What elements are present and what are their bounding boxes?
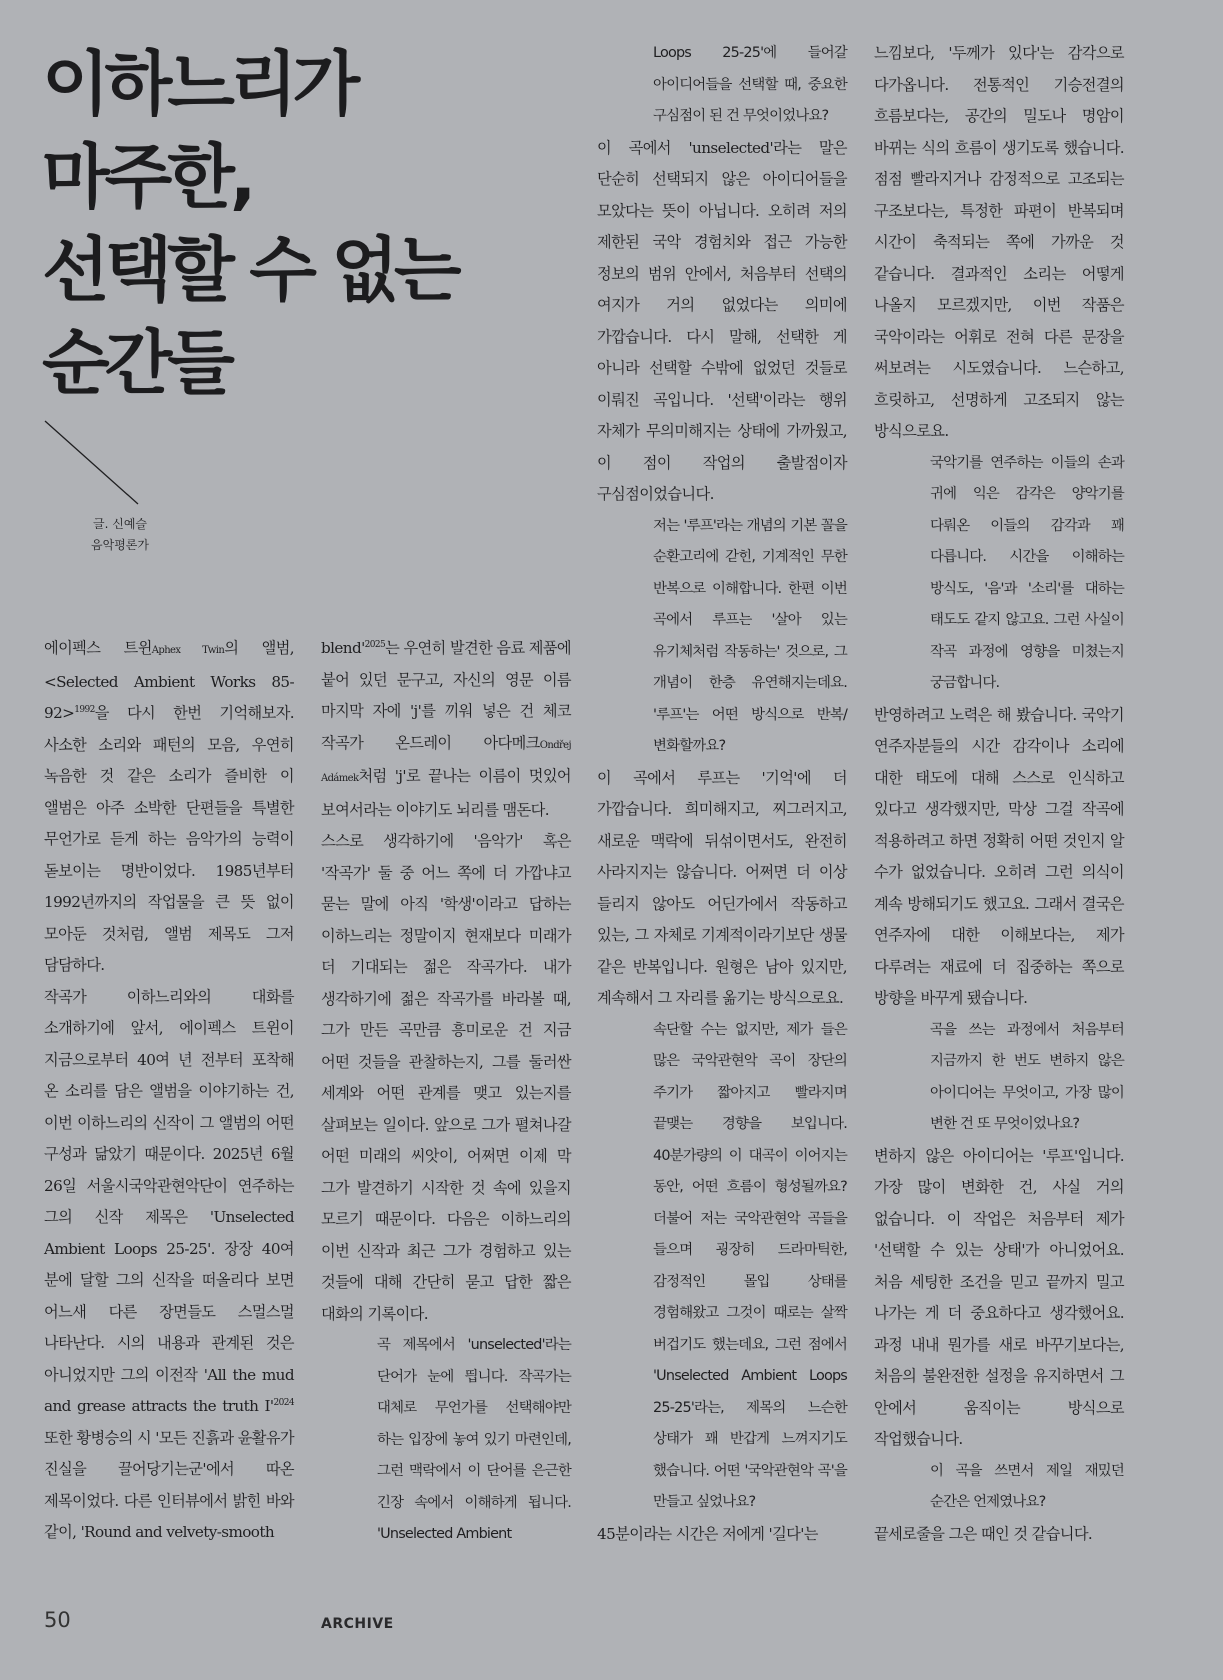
interview-answer: 변하지 않은 아이디어는 '루프'입니다. 가장 많이 변화한 건, 사실 거의 없습니다. 이 작업은 처음부터 제가 '선택할 수 있는 상태'가 아니었어요. 처음 세팅한 조건을 믿고 끝까지 밀고 나가는 게 더 중요하다고 생각했어요. 과정 내내 뭔가를 새로 바꾸기보다는, 처음의 불완전한 설정을 유지하면서 그 안에서 움직이는 방식으로 작업했습니다.: [874, 1146, 1124, 1448]
interview-question: 곡을 쓰는 과정에서 처음부터 지금까지 한 번도 변하지 않은 아이디어는 무엇이고, 가장 많이 변한 건 또 무엇이었나요?: [930, 1021, 1124, 1132]
column-4: [874, 38, 1124, 1550]
column-2: [321, 633, 571, 1551]
section-label: ARCHIVE: [321, 1616, 394, 1632]
interview-question: 곡 제목에서 'unselected'라는 단어가 눈에 띕니다. 작곡가는 대체로 무언가를 선택해야만 하는 입장에 놓여 있기 마련인데, 그런 맥락에서 이 단어를 은근한 긴장 속에서 이해하게 됩니다. 'Unselected Ambient: [377, 1337, 571, 1542]
byline-role: 음악평론가: [91, 538, 149, 552]
page-number: 50: [44, 1608, 71, 1632]
composer-original-name: Ondřej Adámek: [321, 739, 571, 784]
interview-answer: 45분이라는 시간은 저에게 '길다'는: [597, 1524, 818, 1543]
interview-answer: 이 곡에서 루프는 '기억'에 더 가깝습니다. 희미해지고, 찌그러지고, 새로운 맥락에 뒤섞이면서도, 완전히 사라지지는 않습니다. 어쩌면 더 이상 들리지 않아도 어딘가에서 작동하고 있는, 그 자체로 기계적이라기보단 생물 같은 반복입니다. 원형은 남아 있지만, 계속해서 그 자리를 옮기는 방식으로요.: [597, 768, 847, 1007]
intro-paragraph: 스스로 생각하기에 '음악가' 혹은 '작곡가' 둘 중 어느 쪽에 더 가깝냐고 묻는 말에 아직 '학생'이라고 답하는 이하느리는 정말이지 현재보다 미래가 더 기대되는 젊은 작곡가다. 내가 생각하기에 젊은 작곡가를 바라볼 때, 그가 만든 곡만큼 흥미로운 건 지금 어떤 것들을 관찰하는지, 그를 둘러싼 세계와 어떤 관계를 맺고 있는지를 살펴보는 일이다. 앞으로 그가 펼쳐나갈 어떤 미래의 씨앗이, 어쩌면 이제 막 그가 발견하기 시작한 것 속에 있을지 모르기 때문이다. 다음은 이하느리의 이번 신작과 최근 그가 경험하고 있는 것들에 대해 간단히 묻고 답한 짧은 대화의 기록이다.: [321, 832, 571, 1323]
text-run: 처럼 'j'로 끝나는 이름이 멋있어 보여서라는 이야기도 뇌리를 맴돈다.: [321, 767, 571, 819]
byline: [70, 514, 170, 556]
interview-question: Loops 25-25'에 들어갈 아이디어들을 선택할 때, 중요한 구심점이 된 건 무엇이었나요?: [653, 45, 847, 124]
year-superscript: 2024: [273, 1397, 294, 1408]
decorative-diagonal-line: [44, 420, 140, 506]
artist-original-name: Aphex Twin: [151, 645, 225, 656]
intro-paragraph: [44, 633, 294, 982]
year-superscript: 1992: [74, 704, 95, 715]
title-line: 이하느리가: [42, 43, 356, 125]
interview-answer: 느낌보다, '두께가 있다'는 감각으로 다가옵니다. 전통적인 기승전결의 흐름보다는, 공간의 밀도나 명암이 바뀌는 식의 흐름이 생기도록 했습니다. 점점 빨라지거나 감정적으로 고조되는 구조보다는, 특정한 파편이 반복되며 시간이 축적되는 쪽에 가까운 것 같습니다. 결과적인 소리는 어떻게 나올지 모르겠지만, 이번 작품은 국악이라는 어휘로 전혀 다른 문장을 써보려는 시도였습니다. 느슨하고, 흐릿하고, 선명하게 고조되지 않는 방식으로요.: [874, 44, 1124, 440]
interview-question: 이 곡을 쓰면서 제일 재밌던 순간은 언제였나요?: [930, 1462, 1124, 1510]
interview-question: 국악기를 연주하는 이들의 손과 귀에 익은 감각은 양악기를 다뤄온 이들의 감각과 꽤 다릅니다. 시간을 이해하는 방식도, '음'과 '소리'를 대하는 태도도 같지 않고요. 그런 사실이 작곡 과정에 영향을 미쳤는지 궁금합니다.: [930, 454, 1124, 691]
text-run: 작곡가 이하느리와의 대화를 소개하기에 앞서, 에이펙스 트윈이 지금으로부터 40여 년 전부터 포착해 온 소리를 담은 앨범을 이야기하는 건, 이번 이하느리의 신작이 그 앨범의 어떤 구성과 닮았기 때문이다. 2025년 6월 26일 서울시국악관현악단이 연주하는 그의 신작 제목은 'Unselected Ambient Loops 25-25'. 장장 40여 분에 달할 그의 신작을 떠올리다 보면 어느새 다른 장면들도 스멀스멀 나타난다. 시의 내용과 관계된 것은 아니었지만 그의 이전작 'All the mud and grease attracts the truth I': [44, 987, 294, 1415]
text-run: 는 우연히 발견한 음료 제품에 붙어 있던 문구고, 자신의 영문 이름 마지막 자에 'j'를 끼워 넣은 건 체코 작곡가 온드레이 아다메크: [321, 639, 571, 752]
title-line: 순간들: [42, 322, 230, 404]
text-run: 을 다시 한번 기억해보자. 사소한 소리와 패턴의 모음, 우연히 녹음한 것 같은 소리가 즐비한 이 앨범은 아주 소박한 단편들을 특별한 무언가로 듣게 하는 음악가의 능력이 돋보이는 명반이었다. 1985년부터 1992년까지의 작업물을 큰 뜻 없이 모아둔 것처럼, 앨범 제목도 그저 담담하다.: [44, 704, 294, 974]
column-3: [597, 38, 847, 1550]
interview-answer: 끝세로줄을 그은 때인 것 같습니다.: [874, 1524, 1093, 1543]
interview-answer: 반영하려고 노력은 해 봤습니다. 국악기 연주자분들의 시간 감각이나 소리에 대한 태도에 대해 스스로 인식하고 있다고 생각했지만, 막상 그걸 작곡에 적용하려고 하면 정확히 어떤 것인지 알 수가 없었습니다. 오히려 그런 의식이 계속 방해되기도 했고요. 그래서 결국은 연주자에 대한 이해보다는, 제가 다루려는 재료에 더 집중하는 쪽으로 방향을 바꾸게 됐습니다.: [874, 705, 1124, 1007]
year-superscript: 2025: [364, 639, 386, 650]
byline-author: 글. 신예슬: [93, 517, 147, 531]
text-run: 또한 황병승의 시 '모든 진흙과 윤활유가 진실을 끌어당기는군'에서 따온 제목이었다. 다른 인터뷰에서 밝힌 바와 같이, 'Round and velvety-smooth: [44, 1428, 294, 1541]
interview-question: 속단할 수는 없지만, 제가 들은 많은 국악관현악 곡이 장단의 주기가 짧아지고 빨라지며 끝맺는 경향을 보입니다. 40분가량의 이 대곡이 이어지는 동안, 어떤 흐름이 형성될까요? 더불어 저는 국악관현악 곡들을 들으며 굉장히 드라마틱한, 감정적인 몰입 상태를 경험해왔고 그것이 때로는 살짝 버겁기도 했는데요, 그런 점에서 'Unselected Ambient Loops 25-25'라는, 제목의 느슨한 상태가 꽤 반갑게 느껴지기도 했습니다. 어떤 '국악관현악 곡'을 만들고 싶었나요?: [653, 1021, 847, 1510]
article-title: [42, 38, 522, 410]
title-line: 마주한,: [42, 136, 252, 218]
text-run: blend': [321, 639, 365, 657]
interview-answer: 이 곡에서 'unselected'라는 말은 단순히 선택되지 않은 아이디어들을 모았다는 뜻이 아닙니다. 오히려 저의 제한된 국악 경험치와 접근 가능한 정보의 범위 안에서, 처음부터 선택의 여지가 거의 없었다는 의미에 가깝습니다. 다시 말해, 선택한 게 아니라 선택할 수밖에 없었던 것들로 이뤄진 곡입니다. '선택'이라는 행위 자체가 무의미해지는 상태에 가까웠고, 이 점이 작업의 출발점이자 구심점이었습니다.: [597, 138, 847, 503]
intro-paragraph: [44, 982, 294, 1549]
text-run: 에이펙스 트윈: [44, 639, 152, 657]
column-1: [44, 633, 294, 1549]
interview-question: 저는 '루프'라는 개념의 기본 꼴을 순환고리에 갇힌, 기계적인 무한 반복으로 이해합니다. 한편 이번 곡에서 루프는 '살아 있는 유기체처럼 작동하는' 것으로, 그 개념이 한층 유연해지는데요. '루프'는 어떤 방식으로 반복/변화할까요?: [653, 517, 847, 754]
text-run: 의 앨범, <Selected Ambient Works 85-92>: [44, 639, 295, 722]
title-line: 선택할 수 없는: [42, 229, 457, 311]
intro-paragraph: [321, 633, 571, 826]
